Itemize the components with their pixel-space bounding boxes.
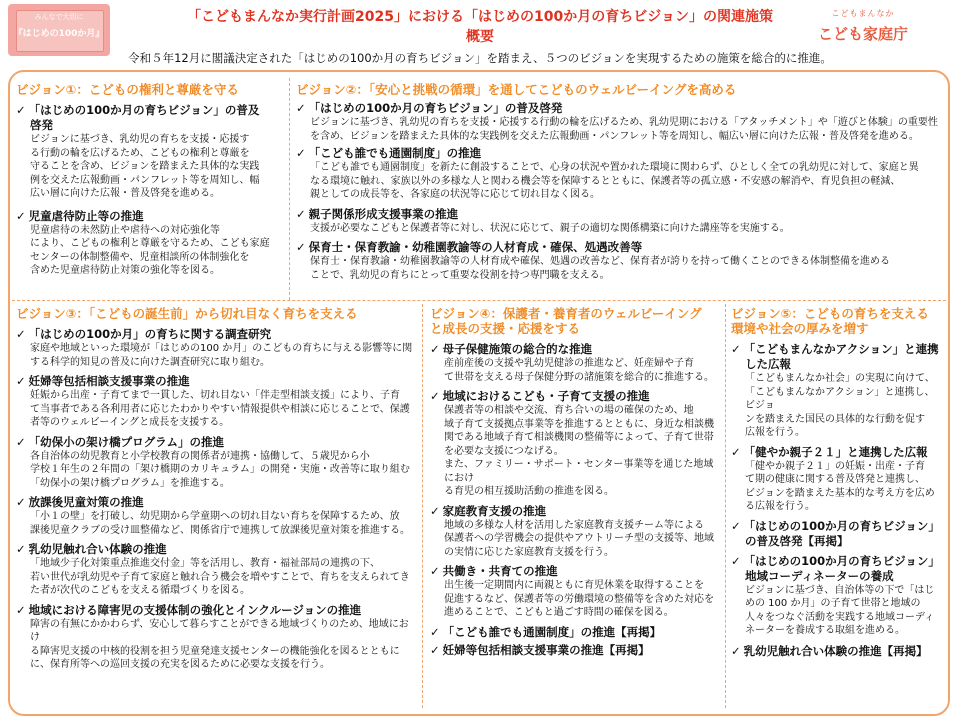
v5-item1-line: 広報を行う。: [745, 427, 805, 438]
v3-item1-line: する科学的知見の普及に向けた調査研究に取り組む。: [30, 356, 270, 368]
v5-item1-heading-line1: 「こどもまんなかアクション」と連携: [743, 342, 939, 356]
v1-item1-line: 例を交えた広報動画・パンフレット等を周知し、幅: [30, 174, 260, 186]
v5-item4-line: ビジョンに基づき、自治体等の下で「はじ: [745, 584, 935, 596]
page-title: 「こどもまんなか実行計画2025」における「はじめの100か月の育ちビジョン」の関連施策: [187, 9, 773, 25]
v5-item2-heading: [731, 445, 943, 460]
v3-item2-heading-text: 妊婦等包括相談支援事業の推進: [28, 374, 190, 388]
v4-item3-heading-text: 家庭教育支援の推進: [442, 503, 547, 518]
check-icon: ✓: [430, 342, 440, 356]
v5-item5-heading: [731, 644, 943, 659]
vision-3-heading: ビジョン③：「こどもの誕生前」から切れ目なく育ちを支える: [16, 306, 358, 321]
v1-item1-line: 広い層に向けた広報・普及啓発を進める。: [30, 188, 220, 199]
v3-item5-line: 「地域少子化対策重点推進交付金」等を活用し、教育・福祉部局の連携の下、: [30, 558, 380, 569]
v4-item1-heading: [430, 342, 720, 357]
v3-item4-line: 課後児童クラブの受け皿整備など、関係省庁で連携して放課後児童対策を推進する。: [30, 524, 410, 536]
v4-item4-line: 促進するなど、保護者等の労働環境の整備等を含めた対応を: [444, 593, 714, 605]
v3-item5-line: た者が次代のこどもを支える循環づくりを図る。: [30, 585, 250, 596]
v3-item1-heading: [16, 327, 418, 342]
v1-item2-line: により、こどもの権利と尊厳を守るため、こども家庭: [30, 238, 270, 249]
v5-item4-heading-line1: 「はじめの100か月の育ちビジョン」: [743, 553, 940, 568]
v4-item3-line: 保護者への学習機会の提供やアウトリーチ型の支援等、地域: [444, 533, 714, 544]
v4-item3-heading: [430, 504, 720, 519]
v3-item1-heading-text: 「はじめの100か月」の育ちに関する調査研究: [28, 327, 272, 341]
check-icon: ✓: [16, 495, 26, 509]
vision-2-section: [296, 82, 944, 282]
v3-item1-body: [16, 342, 418, 369]
v1-item2-line: 含めた児童虐待防止対策の強化等を図る。: [30, 265, 220, 276]
divider-top-bottom: [12, 300, 946, 301]
v3-item6-line: る障害児支援の中核的役割を担う児童発達支援センターの機能強化を図るとともに: [30, 645, 400, 657]
v1-item2-heading: [16, 209, 284, 224]
v5-item2-line: 「健やか親子２１」の妊娠・出産・子育: [745, 460, 925, 472]
v4-item2-line: 関である地域子育て相談機関の整備等によって、子育て世帯: [444, 432, 714, 443]
v3-item2-body: [16, 389, 418, 430]
v5-item4-body: [731, 584, 943, 638]
check-icon: ✓: [296, 206, 306, 221]
v1-item1-heading: [16, 103, 284, 118]
v4-item4-heading: [430, 564, 720, 579]
v2-item3-line: 支援が必要なこどもと保護者等に対し、状況に応じて、親子の適切な関係構築に向けた講座等を実施する。: [310, 222, 790, 234]
v4-item5-heading-text: 「こども誰でも通園制度」の推進【再掲】: [442, 624, 662, 639]
v1-item2-heading-text: 児童虐待防止等の推進: [28, 208, 144, 223]
check-icon: ✓: [16, 602, 26, 617]
check-icon: ✓: [16, 208, 26, 223]
v2-item4-heading: [296, 240, 944, 255]
v3-item3-heading-text: 「幼保小の架け橋プログラム」の推進: [28, 434, 225, 449]
v5-item2-body: [731, 460, 943, 514]
v5-item5-heading-text: 乳幼児触れ合い体験の推進【再掲】: [743, 643, 928, 658]
v4-item5-heading: [430, 625, 720, 640]
v2-item2-heading-text: 「こども誰でも通園制度」の推進: [308, 146, 482, 160]
check-icon: ✓: [296, 240, 306, 254]
v4-item1-line: 産前産後の支援や乳幼児健診の推進など、妊産婦や子育: [444, 358, 694, 369]
v5-item2-heading-text: 「健やか親子２１」と連携した広報: [743, 444, 928, 459]
vision-4-heading-line2: と成長の支援・応援をする: [430, 321, 581, 336]
v5-item3-heading-line2: の普及啓発【再掲】: [745, 533, 849, 548]
vision-5-heading-line1: ビジョン⑤：こどもの育ちを支える: [731, 306, 929, 321]
v3-item4-body: [16, 510, 418, 537]
check-icon: ✓: [731, 643, 741, 658]
check-icon: ✓: [16, 103, 26, 117]
vision-4-heading-line1: ビジョン④：保護者・養育者のウェルビーイング: [430, 306, 702, 321]
v1-item1-heading-line2: 啓発: [30, 118, 53, 132]
vision-5-heading-line2: 環境や社会の厚みを増す: [731, 321, 869, 336]
v5-item2-line: ビジョンを踏まえた基本的な考え方を広め: [745, 487, 935, 499]
v4-item4-body: [430, 579, 720, 620]
v1-item1-line: る行動の輪を広げるため、こどもの権利と尊厳を: [30, 147, 250, 159]
v3-item5-heading-text: 乳幼児触れ合い体験の推進: [28, 542, 167, 556]
v3-item5-line: 若い世代が乳幼児や子育て家庭と触れ合う機会を増やすことで、育ちを支えられてき: [30, 571, 410, 583]
page-subtitle: 概要: [466, 29, 494, 45]
check-icon: ✓: [16, 327, 26, 341]
v4-item4-line: 出生後一定期間内に両親ともに育児休業を取得することを: [444, 580, 704, 591]
check-icon: ✓: [731, 518, 741, 533]
divider-v4-v5: [725, 304, 726, 708]
v1-item1-body: [16, 133, 284, 201]
v2-item2-heading: [296, 146, 944, 161]
v4-item2-body: [430, 404, 720, 499]
v4-item2-line: 域子育て支援拠点事業等を推進するとともに、身近な相談機: [444, 418, 714, 430]
v5-item1-line: ンを踏まえた国民の具体的な行動を促す: [745, 413, 925, 425]
check-icon: ✓: [430, 642, 440, 657]
v3-item4-heading: [16, 495, 418, 510]
check-icon: ✓: [430, 624, 440, 639]
check-icon: ✓: [430, 503, 440, 518]
check-icon: ✓: [731, 553, 741, 568]
divider-v1-v2: [289, 78, 290, 300]
v5-item4-line: 人々をつなぐ活動を実践する地域コーディ: [745, 611, 935, 623]
v4-item3-line: の実情に応じた家庭教育支援を行う。: [444, 546, 614, 558]
check-icon: ✓: [16, 542, 26, 556]
v2-item1-line: ビジョンに基づき、乳幼児の育ちを支援・応援する行動の輪を広げるため、乳幼児期における「アタッチメント」や「遊びと体験」の重要性: [310, 117, 938, 128]
v2-item1-heading: [296, 101, 944, 116]
v3-item6-line: に、保育所等への巡回支援の充実を図るために必要な支援を行う。: [30, 659, 330, 670]
v3-item2-heading: [16, 374, 418, 389]
v2-item4-body: [296, 255, 944, 282]
logo-right: [808, 8, 918, 52]
check-icon: ✓: [430, 564, 440, 578]
v4-item1-line: て世帯を支える母子保健分野の諸施策を総合的に推進する。: [444, 371, 714, 383]
v5-item1-line: 「こどもまんなか社会」の実現に向けて、: [745, 373, 935, 384]
check-icon: ✓: [16, 374, 26, 388]
v5-item2-line: る広報を行う。: [745, 501, 815, 512]
v4-item6-heading: [430, 643, 720, 658]
v3-item6-body: [16, 618, 418, 672]
v5-item1-heading: [731, 342, 943, 357]
v5-item2-line: て期の健康に関する普及啓発と連携し、: [745, 474, 925, 485]
v2-item4-heading-text: 保育士・保育教諭・幼稚園教諭等の人材育成・確保、処遇改善等: [308, 240, 643, 254]
check-icon: ✓: [296, 101, 306, 115]
v3-item3-heading: [16, 435, 418, 450]
vision-3-section: [16, 306, 418, 672]
v3-item2-line: 妊娠から出産・子育てまで一貫した、切れ目ない「伴走型相談支援」により、子育: [30, 390, 400, 401]
v4-item2-heading: [430, 389, 720, 404]
v4-item1-body: [430, 357, 720, 384]
v3-item2-line: 者等のウェルビーイングと成長を支援する。: [30, 417, 230, 428]
v5-item3-heading-line1: 「はじめの100か月の育ちビジョン」: [743, 518, 940, 533]
v5-item1-heading-line2: した広報: [745, 357, 791, 371]
v2-item2-line: なる環境に触れ、家族以外の多様な人と関わる機会等を保障するとともに、保護者等の孤立感・不安感の解消や、育児負担の軽減、: [310, 175, 901, 187]
v2-item3-heading: [296, 207, 944, 222]
v3-item4-heading-text: 放課後児童対策の推進: [28, 495, 144, 509]
check-icon: ✓: [430, 389, 440, 403]
check-icon: ✓: [731, 342, 741, 356]
logo-right-line1: こどもまんなか: [831, 9, 895, 18]
check-icon: ✓: [731, 444, 741, 459]
logo-right-line2: こども家庭庁: [817, 25, 908, 43]
v4-item2-line: る育児の相互援助活動の推進を図る。: [444, 486, 614, 497]
v5-item3-heading: [731, 519, 943, 534]
v1-item1-heading-line1: 「はじめの100か月の育ちビジョン」の普及: [28, 103, 260, 117]
v3-item3-line: 学校１年生の２年間の「架け橋期のカリキュラム」の開発・実施・改善等に取り組む: [30, 464, 410, 475]
v3-item5-heading: [16, 542, 418, 557]
v5-item1-line: 「こどもまんなかアクション」と連携し、ビジョ: [745, 386, 935, 411]
vision-2-heading: ビジョン②：「安心と挑戦の循環」を通してこどものウェルビーイングを高める: [296, 82, 737, 97]
intro-text: 令和５年12月に閣議決定された「はじめの100か月の育ちビジョン」を踏まえ、５つのビジョンを実現するための施策を総合的に推進。: [128, 51, 832, 65]
v4-item2-heading-text: 地域におけるこども・子育て支援の推進: [442, 389, 650, 403]
v4-item4-heading-text: 共働き・共育ての推進: [442, 564, 558, 578]
v4-item3-line: 地域の多様な人材を活用した家庭教育支援チーム等による: [444, 519, 704, 531]
logo-left: [8, 4, 110, 56]
v4-item2-line: 保護者等の相談や交流、育ち合いの場の確保のため、地: [444, 405, 694, 416]
v2-item4-line: 保育士・保育教諭・幼稚園教諭等の人材育成や確保、処遇の改善など、保育者が誇りを持って働くことのできる体制整備を進める: [310, 256, 890, 267]
v1-item1-line: 守ることを含め、ビジョンを踏まえた具体的な実践: [30, 161, 260, 172]
v2-item2-line: 「こども誰でも通園制度」を新たに創設することで、心身の状況や置かれた環境に関わらず、ひとしく全ての乳幼児に対して、家庭と異: [310, 162, 919, 173]
v2-item1-heading-text: 「はじめの100か月の育ちビジョン」の普及啓発: [308, 101, 563, 115]
v1-item2-line: 児童虐待の未然防止や虐待への対応強化等: [30, 224, 220, 236]
vision-1-section: [16, 82, 284, 278]
logo-left-line1: みんなで大切に: [34, 13, 84, 21]
v5-item4-heading: [731, 554, 943, 569]
v3-item6-heading-text: 地域における障害児の支援体制の強化とインクルージョンの推進: [28, 602, 362, 617]
v3-item3-body: [16, 450, 418, 491]
v3-item6-line: 障害の有無にかかわらず、安心して暮らすことができる地域づくりのため、地域におけ: [30, 618, 409, 643]
v5-item1-body: [731, 372, 943, 440]
check-icon: ✓: [16, 434, 26, 449]
v1-item1-line: ビジョンに基づき、乳幼児の育ちを支援・応援す: [30, 134, 250, 145]
v2-item3-heading-text: 親子関係形成支援事業の推進: [308, 206, 459, 221]
v1-item2-line: センターの体制整備や、児童相談所の体制強化を: [30, 251, 250, 263]
v1-item2-body: [16, 224, 284, 278]
v3-item1-line: 家庭や地域といった環境が「はじめの100 か月」のこどもの育ちに与える影響等に関: [30, 343, 413, 354]
v2-item2-body: [296, 161, 944, 202]
v3-item5-body: [16, 557, 418, 598]
v4-item6-heading-text: 妊婦等包括相談支援事業の推進【再掲】: [442, 642, 650, 657]
v3-item4-line: 「小１の壁」を打破し、幼児期から学童期への切れ目ない育ちを保障するため、放: [30, 511, 400, 522]
vision-4-section: [430, 306, 720, 658]
v2-item2-line: 親としての成長等を、各家庭の状況等に応じて切れ目なく図る。: [310, 189, 600, 200]
v3-item6-heading: [16, 603, 418, 618]
v2-item1-line: を含め、ビジョンを踏まえた具体的な実践例を交えた広報動画・パンフレット等を周知し、幅広い層に向けた広報・普及啓発を進める。: [310, 130, 919, 142]
v3-item3-line: 「幼保小の架け橋プログラム」を推進する。: [30, 477, 230, 489]
v2-item3-body: [296, 222, 944, 236]
v4-item2-line: また、ファミリー・サポート・センター事業等を通じた地域におけ: [444, 459, 714, 484]
divider-v3-v4: [422, 304, 423, 708]
logo-left-line2: 『はじめの100か月』: [13, 29, 105, 39]
v3-item2-line: て当事者である各利用者に応じたわかりやすい情報提供や相談に応じることで、保護: [30, 403, 410, 415]
v2-item4-line: ことで、乳幼児の育ちにとって重要な役割を持つ専門職を支える。: [310, 269, 610, 281]
v4-item1-heading-text: 母子保健施策の総合的な推進: [442, 342, 593, 356]
v4-item3-body: [430, 519, 720, 560]
v2-item1-body: [296, 116, 944, 143]
v3-item3-line: 各自治体の幼児教育と小学校教育の関係者が連携・協働して、５歳児から小: [30, 450, 370, 462]
vision-5-section: [731, 306, 943, 659]
v5-item4-line: ネーターを養成する取組を進める。: [745, 625, 905, 636]
v4-item2-line: を必要な支援につなげる。: [444, 445, 564, 457]
v4-item4-line: 進めることで、こどもと過ごす時間の確保を図る。: [444, 607, 674, 618]
vision-1-heading: ビジョン①：こどもの権利と尊厳を守る: [16, 82, 239, 97]
v5-item4-line: めの 100 か月」の子育て世帯と地域の: [745, 598, 921, 609]
v5-item4-heading-line2: 地域コーディネーターの養成: [745, 568, 894, 583]
check-icon: ✓: [296, 146, 306, 160]
